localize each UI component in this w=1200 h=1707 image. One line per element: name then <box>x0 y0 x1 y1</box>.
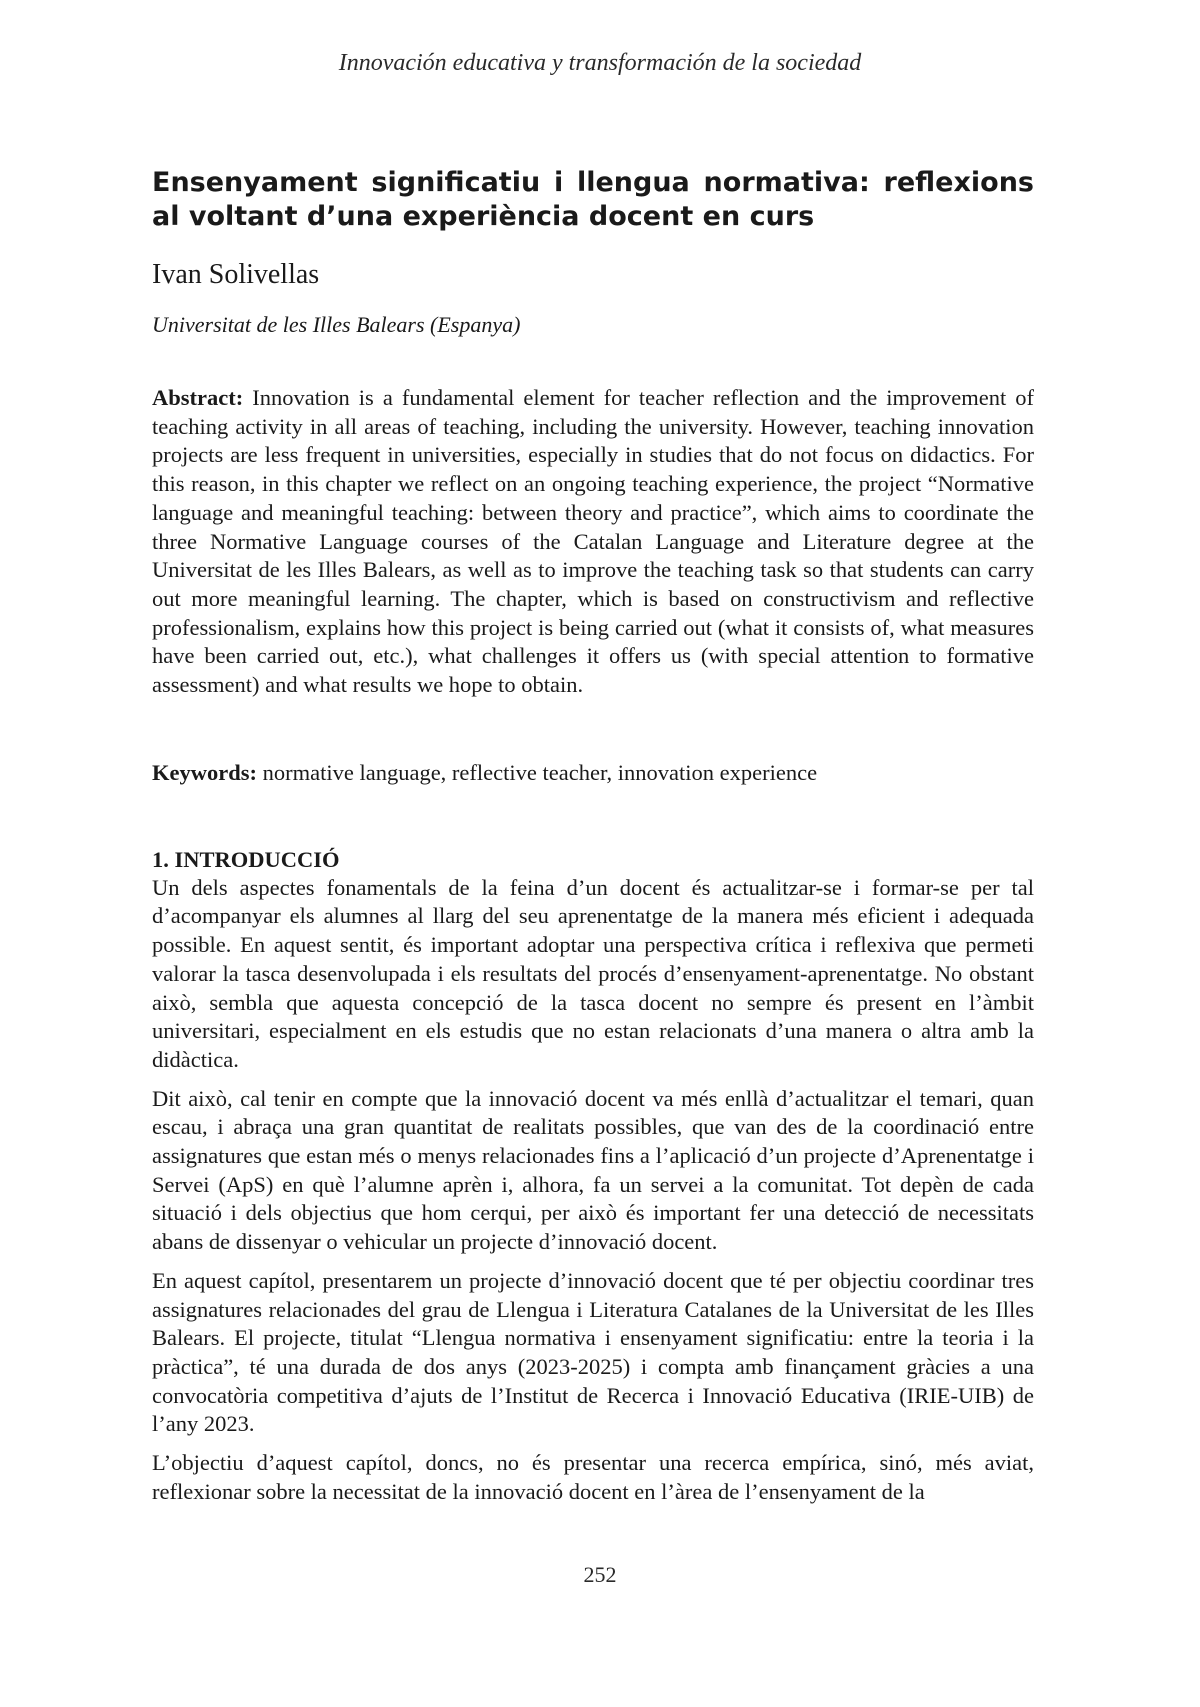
body-paragraph: L’objectiu d’aquest capítol, doncs, no és presentar una recerca empírica, sinó, més aviat, reflexionar sobre la necessitat de la innovació docent en l’àrea de l’ensenyament de la <box>152 1450 1034 1504</box>
keywords-text: normative language, reflective teacher, innovation experience <box>262 759 818 785</box>
body-paragraph: En aquest capítol, presentarem un projecte d’innovació docent que té per objectiu coordinar tres assignatures relacionades del grau de Llengua i Literatura Catalanes de la Universitat de les Illes Balears. El projecte, titulat “Llengua normativa i ensenyament significatiu: entre la teoria i la pràctica”, té una durada de dos anys (2023-2025) i compta amb finançament gràcies a una convocatòria competitiva d’ajuts de l’Institut de Recerca i Innovació Educativa (IRIE-UIB) de l’any 2023. <box>152 1267 1034 1437</box>
keywords-label: Keywords: <box>152 759 257 785</box>
abstract-label: Abstract: <box>152 385 244 410</box>
abstract-text: Innovation is a fundamental element for teacher reflection and the improvement of teaching activity in all areas of teaching, including the university. However, teaching innovation projects are less frequent in universities, especially in studies that do not focus on didactics. For this reason, in this chapter we reflect on an ongoing teaching experience, the project “Normative language and meaningful teaching: between theory and practice”, which aims to coordinate the three Normative Language courses of the Catalan Language and Literature degree at the Universitat de les Illes Balears, as well as to improve the teaching task so that students can carry out more meaningful learning. The chapter, which is based on constructivism and reflective professionalism, explains how this project is being carried out (what it consists of, what measures have been carried out, etc.), what challenges it offers us (with special attention to formative assessment) and what results we hope to obtain. <box>152 385 1034 698</box>
article-body <box>152 166 1034 1517</box>
article-title: Ensenyament significatiu i llengua normativa: reflexions al voltant d’una experiència docent en curs <box>152 167 1034 232</box>
body-paragraph: Un dels aspectes fonamentals de la feina d’un docent és actualitzar-se i formar-se per tal d’acompanyar els alumnes al llarg del seu aprenentatge de la manera més eficient i adequada possible. En aquest sentit, és important adoptar una perspectiva crítica i reflexiva que permeti valorar la tasca desenvolupada i els resultats del procés d’ensenyament-aprenentatge. No obstant això, sembla que aquesta concepció de la tasca docent no sempre és present en l’àmbit universitari, especialment en els estudis que no estan relacionats d’una manera o altra amb la didàctica. <box>152 874 1034 1072</box>
section-heading: 1. INTRODUCCIÓ <box>152 846 340 872</box>
keywords <box>152 758 1034 787</box>
running-header: Innovación educativa y transformación de la sociedad <box>338 50 862 76</box>
author-name: Ivan Solivellas <box>152 259 320 290</box>
page-number: 252 <box>583 1562 617 1587</box>
author-affiliation: Universitat de les Illes Balears (Espanya) <box>152 312 521 337</box>
abstract <box>152 384 1034 700</box>
body-paragraph: Dit això, cal tenir en compte que la innovació docent va més enllà d’actualitzar el temari, quan escau, i abraça una gran quantitat de realitats possibles, que van des de la coordinació entre assignatures que estan més o menys relacionades fins a l’aplicació d’un projecte d’Aprenentatge i Servei (ApS) en què l’alumne aprèn i, alhora, fa un servei a la comunitat. Tot depèn de cada situació i dels objectius que hom cerqui, per això és important fer una detecció de necessitats abans de dissenyar o vehicular un projecte d’innovació docent. <box>152 1085 1034 1255</box>
